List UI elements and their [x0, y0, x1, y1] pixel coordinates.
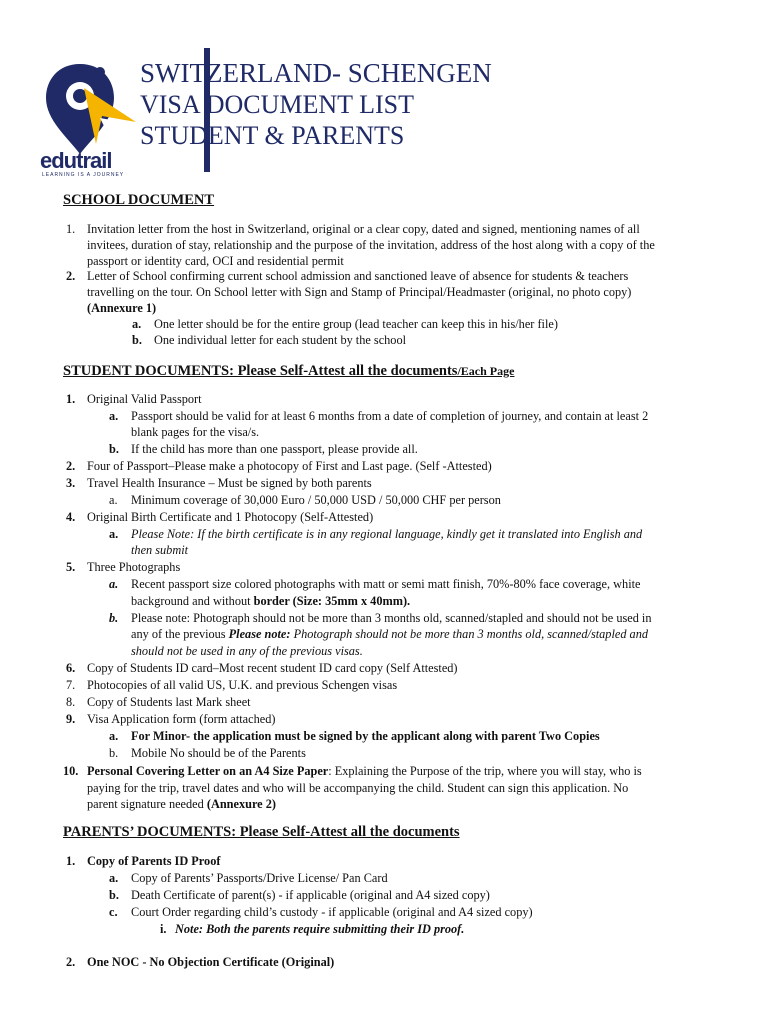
list-item: (Annexure 1)	[87, 301, 157, 315]
list-item: Recent passport size colored photographs with matt or semi matt finish, 70%-80% face coverage, white	[131, 577, 641, 591]
list-item: Copy of Parents ID Proof	[87, 854, 221, 868]
list-item: Visa Application form (form attached)	[87, 712, 276, 726]
list-letter: a.	[109, 493, 118, 507]
list-item: If the child has more than one passport, please provide all.	[131, 442, 418, 456]
list-item: passport or identity card, OCI and residential permit	[87, 254, 344, 268]
list-item: travelling on the tour. On School letter with Sign and Stamp of Principal/Headmaster (original, no photo copy)	[87, 285, 632, 299]
list-letter: b.	[109, 888, 119, 902]
list-item: then submit	[131, 543, 189, 557]
list-letter: a.	[109, 577, 119, 591]
list-number: 2.	[66, 459, 76, 473]
list-item: should not be used in any of the previous visas.	[131, 644, 363, 658]
list-number: 2.	[66, 955, 76, 969]
list-number: 8.	[66, 695, 76, 709]
list-item-text: any of the previous	[131, 627, 229, 641]
list-item: One NOC - No Objection Certificate (Original)	[87, 955, 335, 969]
list-item: Minimum coverage of 30,000 Euro / 50,000 USD / 50,000 CHF per person	[131, 493, 501, 507]
list-letter: a.	[109, 871, 119, 885]
list-letter: b.	[109, 746, 119, 760]
list-item: Original Birth Certificate and 1 Photocopy (Self-Attested)	[87, 510, 374, 524]
list-item: Photocopies of all valid US, U.K. and previous Schengen visas	[87, 678, 398, 692]
student-heading-small: /Each Page	[457, 364, 515, 378]
logo-tagline: LEARNING IS A JOURNEY	[42, 172, 125, 178]
list-item-text: : Explaining the Purpose of the trip, where you will stay, who is	[328, 764, 642, 778]
list-item: Three Photographs	[87, 560, 181, 574]
list-item: Letter of School confirming current school admission and sanctioned leave of absence for students & teachers	[87, 269, 629, 283]
list-item: Passport should be valid for at least 6 months from a date of completion of journey, and contain at least 2	[131, 409, 649, 423]
student-heading-main: STUDENT DOCUMENTS: Please Self-Attest all the documents	[63, 363, 458, 379]
list-item: Four of Passport–Please make a photocopy of First and Last page. (Self -Attested)	[87, 459, 492, 473]
parents-heading: PARENTS’ DOCUMENTS: Please Self-Attest all the documents	[63, 824, 460, 840]
list-item: Please note: Photograph should not be more than 3 months old, scanned/stapled and should not be used in	[131, 611, 652, 625]
list-number: 1.	[66, 392, 76, 406]
list-item: Mobile No should be of the Parents	[131, 746, 306, 760]
student-heading	[63, 363, 514, 380]
list-number: 4.	[66, 510, 76, 524]
list-item: One letter should be for the entire group (lead teacher can keep this in his/her file)	[154, 317, 558, 331]
list-number: 1.	[66, 854, 76, 868]
list-number: 10.	[63, 764, 79, 778]
list-item-text: background and without	[131, 594, 254, 608]
edutrail-logo	[40, 58, 140, 178]
list-item-bold: border (Size: 35mm x 40mm).	[253, 594, 411, 608]
list-number: 7.	[66, 678, 76, 692]
list-roman: i.	[160, 922, 167, 936]
title-line-3: STUDENT & PARENTS	[140, 121, 405, 150]
list-letter: b.	[109, 442, 119, 456]
list-item-bold-italic: Please note:	[228, 627, 294, 641]
list-item: Death Certificate of parent(s) - if applicable (original and A4 sized copy)	[131, 888, 490, 902]
page-title	[140, 58, 492, 151]
list-item: Invitation letter from the host in Switzerland, original or a clear copy, dated and signed, mentioning names of all	[87, 222, 640, 236]
list-item-bold: Personal Covering Letter on an A4 Size Paper	[87, 764, 329, 778]
list-number: 2.	[66, 269, 76, 283]
list-item: One individual letter for each student by the school	[154, 333, 407, 347]
list-letter: a.	[132, 317, 142, 331]
list-item	[131, 626, 648, 643]
list-item: Copy of Students last Mark sheet	[87, 695, 251, 709]
list-letter: c.	[109, 905, 118, 919]
list-item: Copy of Parents’ Passports/Drive License/ Pan Card	[131, 871, 388, 885]
list-item: Copy of Students ID card–Most recent student ID card copy (Self Attested)	[87, 661, 458, 675]
list-item	[87, 763, 642, 780]
list-number: 1.	[66, 222, 76, 236]
list-item: For Minor- the application must be signed by the applicant along with parent Two Copies	[131, 729, 600, 743]
list-item: Original Valid Passport	[87, 392, 202, 406]
logo-wordmark: edutrail	[40, 148, 112, 173]
list-item: invitees, duration of stay, relationship and the purpose of the invitation, address of the host along with a copy of the	[87, 238, 655, 252]
list-item: paying for the trip, travel dates and who will be accompanying the child. Student can sign this application. No	[87, 781, 629, 795]
list-item	[87, 796, 276, 813]
list-item-italic: Photograph should not be more than 3 months old, scanned/stapled and	[293, 627, 648, 641]
list-item: Please Note: If the birth certificate is in any regional language, kindly get it translated into English and	[131, 527, 643, 541]
list-item-bold: (Annexure 2)	[206, 797, 276, 811]
list-item: Note: Both the parents require submitting their ID proof.	[175, 922, 465, 936]
list-number: 3.	[66, 476, 76, 490]
list-letter: b.	[132, 333, 142, 347]
list-number: 9.	[66, 712, 76, 726]
list-item: Court Order regarding child’s custody - if applicable (original and A4 sized copy)	[131, 905, 533, 919]
list-letter: a.	[109, 527, 119, 541]
school-heading: SCHOOL DOCUMENT	[63, 192, 215, 208]
list-number: 5.	[66, 560, 76, 574]
list-letter: b.	[109, 611, 119, 625]
list-number: 6.	[66, 661, 76, 675]
list-item-text: parent signature needed	[87, 797, 207, 811]
list-item	[131, 593, 410, 610]
list-item: blank pages for the visa/s.	[131, 425, 260, 439]
title-line-2: VISA DOCUMENT LIST	[140, 90, 414, 119]
title-line-1: SWITZERLAND- SCHENGEN	[140, 58, 492, 88]
list-letter: a.	[109, 729, 119, 743]
list-item: Travel Health Insurance – Must be signed by both parents	[87, 476, 372, 490]
list-letter: a.	[109, 409, 119, 423]
